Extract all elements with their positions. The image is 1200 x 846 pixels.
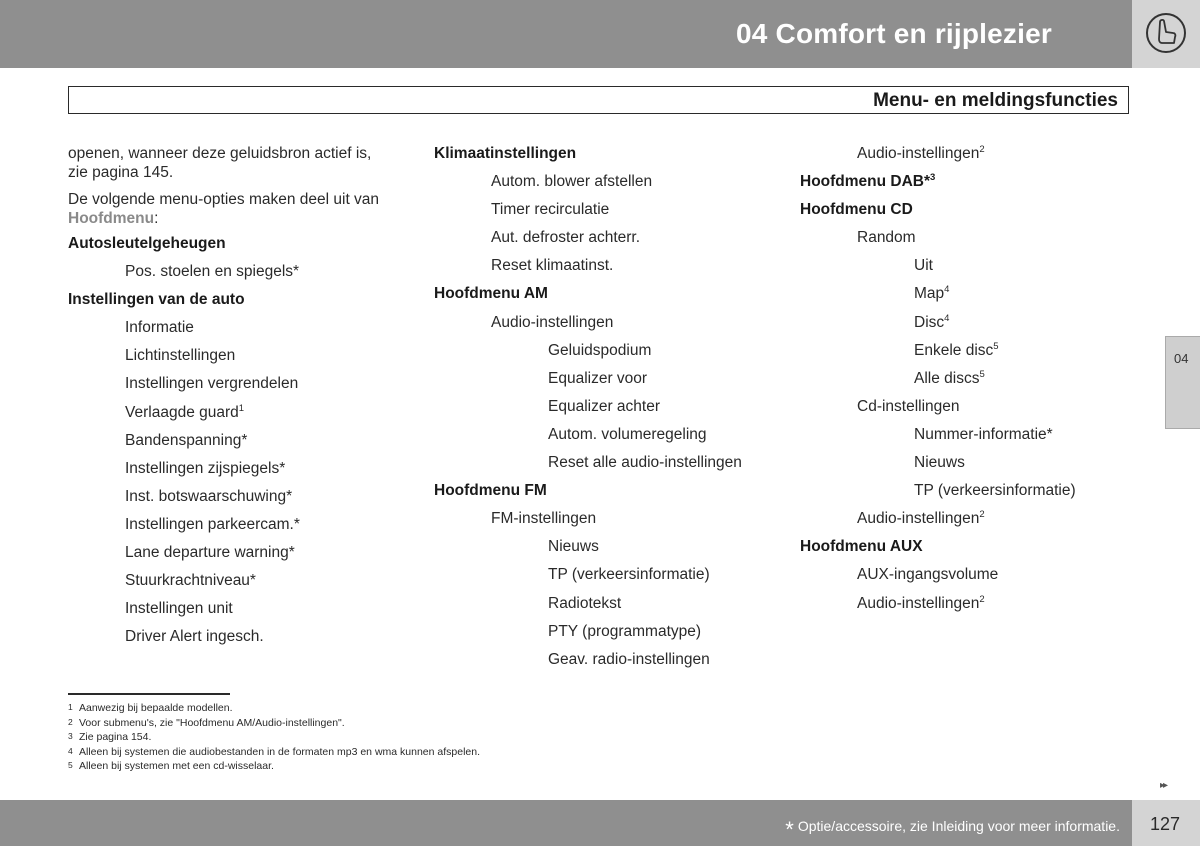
- page-footer: [0, 800, 1132, 846]
- chapter-title: 04 Comfort en rijplezier: [736, 18, 1052, 49]
- footer-note-text: Optie/accessoire, zie Inleiding voor meer informatie.: [797, 818, 1120, 834]
- intro2-suffix: :: [154, 210, 159, 227]
- menu-item: Instellingen vergrendelen: [125, 375, 299, 393]
- column-2: [434, 140, 774, 674]
- menu-item-label: Audio-instellingen: [857, 594, 980, 612]
- menu-heading-dab: [800, 168, 1120, 196]
- menu-item: Random: [857, 229, 916, 247]
- footnote-ref: 2: [979, 593, 985, 605]
- menu-subitem: [800, 280, 1120, 308]
- menu-subitem: Geluidspodium: [548, 341, 652, 359]
- footnotes: [68, 700, 480, 773]
- menu-item: Lane departure warning*: [125, 544, 295, 562]
- menu-item: Stuurkrachtniveau*: [125, 572, 256, 590]
- menu-item: Autom. blower afstellen: [491, 173, 653, 191]
- column-1: [68, 140, 408, 651]
- seat-icon: [1145, 12, 1187, 54]
- footnote: [68, 744, 480, 759]
- menu-item-label: Audio-instellingen: [857, 145, 980, 162]
- menu-item: [800, 140, 1120, 168]
- menu-subitem: TP (verkeersinformatie): [914, 482, 1076, 500]
- menu-heading-am: Hoofdmenu AM: [434, 285, 548, 303]
- footnote-text: Aanwezig bij bepaalde modellen.: [79, 702, 233, 714]
- menu-subitem: PTY (programmatype): [548, 622, 702, 640]
- menu-subitem-label: Enkele disc: [914, 341, 994, 359]
- menu-item: Instellingen zijspiegels*: [125, 459, 286, 477]
- menu-subitem: [800, 309, 1120, 337]
- intro-line-1: openen, wanneer deze geluidsbron actief is,: [68, 145, 372, 162]
- menu-heading-label: Hoofdmenu DAB*: [800, 173, 931, 191]
- menu-subitem: Nummer-informatie*: [914, 425, 1053, 443]
- menu-subitem-label: Disc: [914, 313, 945, 331]
- footnote-ref: 5: [979, 368, 985, 380]
- asterisk-icon: *: [785, 817, 794, 842]
- menu-subitem-label: Alle discs: [914, 369, 980, 387]
- section-title-box: [68, 86, 1129, 114]
- menu-heading-cd: Hoofdmenu CD: [800, 201, 913, 219]
- menu-item: Cd-instellingen: [857, 397, 960, 415]
- footnote-ref: 2: [979, 144, 985, 155]
- chapter-icon-box: [1132, 0, 1200, 68]
- menu-heading-autosleutel: Autosleutelgeheugen: [68, 235, 226, 252]
- footnote-ref: 1: [238, 402, 245, 414]
- menu-item: Informatie: [125, 319, 194, 337]
- menu-item: Pos. stoelen en spiegels*: [125, 263, 300, 281]
- continue-arrows-icon: ▸▸: [1160, 780, 1167, 791]
- menu-item: Instellingen unit: [125, 600, 233, 618]
- footnote-ref: 3: [930, 172, 936, 184]
- footnote-divider: [68, 693, 230, 695]
- footnote-ref: 5: [993, 340, 999, 352]
- menu-item: Inst. botswaarschuwing*: [125, 487, 293, 505]
- menu-heading-aux: Hoofdmenu AUX: [800, 538, 923, 556]
- menu-subitem-label: Uit: [914, 257, 933, 275]
- menu-subitem: Autom. volumeregeling: [548, 425, 707, 443]
- footnote-number: 3: [68, 731, 73, 741]
- menu-item: Lichtinstellingen: [125, 347, 236, 365]
- footnote-text: Voor submenu's, zie "Hoofdmenu AM/Audio-instellingen".: [79, 716, 345, 729]
- hoofdmenu-highlight: Hoofdmenu: [68, 210, 155, 227]
- chapter-side-tab: [1165, 336, 1200, 429]
- page-number-box: [1132, 800, 1200, 846]
- footnote: [68, 700, 480, 715]
- footnote-ref: 4: [944, 312, 950, 324]
- menu-item-label: Audio-instellingen: [857, 510, 980, 528]
- menu-subitem: Radiotekst: [548, 594, 622, 612]
- menu-item: Instellingen parkeercam.*: [125, 515, 300, 533]
- menu-subitem: Nieuws: [914, 454, 965, 472]
- menu-subitem: Reset alle audio-instellingen: [548, 454, 742, 472]
- chapter-header: [0, 0, 1132, 68]
- menu-subitem: Geav. radio-instellingen: [548, 650, 710, 668]
- footnote: [68, 729, 480, 744]
- menu-subitem: TP (verkeersinformatie): [548, 566, 710, 584]
- footer-note: [785, 817, 1120, 843]
- menu-subitem: [800, 252, 1120, 280]
- footnote-ref: 4: [944, 284, 950, 296]
- menu-item: [800, 505, 1120, 533]
- section-title: Menu- en meldingsfuncties: [873, 90, 1118, 111]
- footnote-text: Alleen bij systemen die audiobestanden in de formaten mp3 en wma kunnen afspelen.: [79, 745, 481, 758]
- menu-item: [68, 399, 408, 427]
- menu-item: [800, 590, 1120, 618]
- menu-item: AUX-ingangsvolume: [857, 566, 999, 584]
- chapter-side-tab-label: 04: [1174, 351, 1189, 366]
- menu-subitem: Nieuws: [548, 538, 599, 556]
- footnote-number: 2: [68, 716, 73, 727]
- menu-item: Timer recirculatie: [491, 201, 610, 219]
- footnote: [68, 758, 480, 773]
- footnote-number: 4: [68, 745, 73, 756]
- menu-item: Driver Alert ingesch.: [125, 628, 264, 646]
- menu-item: FM-instellingen: [491, 510, 597, 528]
- intro-paragraph: [68, 144, 408, 182]
- menu-subitem: Equalizer voor: [548, 369, 648, 387]
- menu-heading-instellingen-auto: Instellingen van de auto: [68, 291, 245, 309]
- footnote-text: Alleen bij systemen met een cd-wisselaar.: [79, 760, 274, 772]
- menu-subitem: Equalizer achter: [548, 397, 661, 415]
- intro-paragraph-2: [68, 190, 408, 228]
- footnote-text: Zie pagina 154.: [79, 731, 152, 743]
- menu-item: Audio-instellingen: [491, 313, 614, 331]
- intro2-text: De volgende menu-opties maken deel uit van: [68, 191, 380, 208]
- menu-item: Aut. defroster achterr.: [491, 229, 641, 247]
- menu-item-label: Verlaagde guard: [125, 403, 239, 421]
- menu-item: Bandenspanning*: [125, 431, 248, 449]
- menu-heading-klimaat: Klimaatinstellingen: [434, 145, 577, 162]
- menu-item: Reset klimaatinst.: [491, 257, 614, 275]
- menu-heading-fm: Hoofdmenu FM: [434, 482, 547, 500]
- column-3: [800, 140, 1120, 618]
- footnote-number: 1: [68, 702, 73, 712]
- footnote-number: 5: [68, 760, 73, 770]
- menu-subitem: [800, 337, 1120, 365]
- page-number: 127: [1150, 814, 1181, 834]
- menu-subitem: [800, 365, 1120, 393]
- menu-subitem-label: Map: [914, 285, 945, 303]
- footnote-ref: 2: [979, 509, 985, 521]
- footnote: [68, 715, 480, 730]
- intro-line-2: zie pagina 145.: [68, 164, 174, 181]
